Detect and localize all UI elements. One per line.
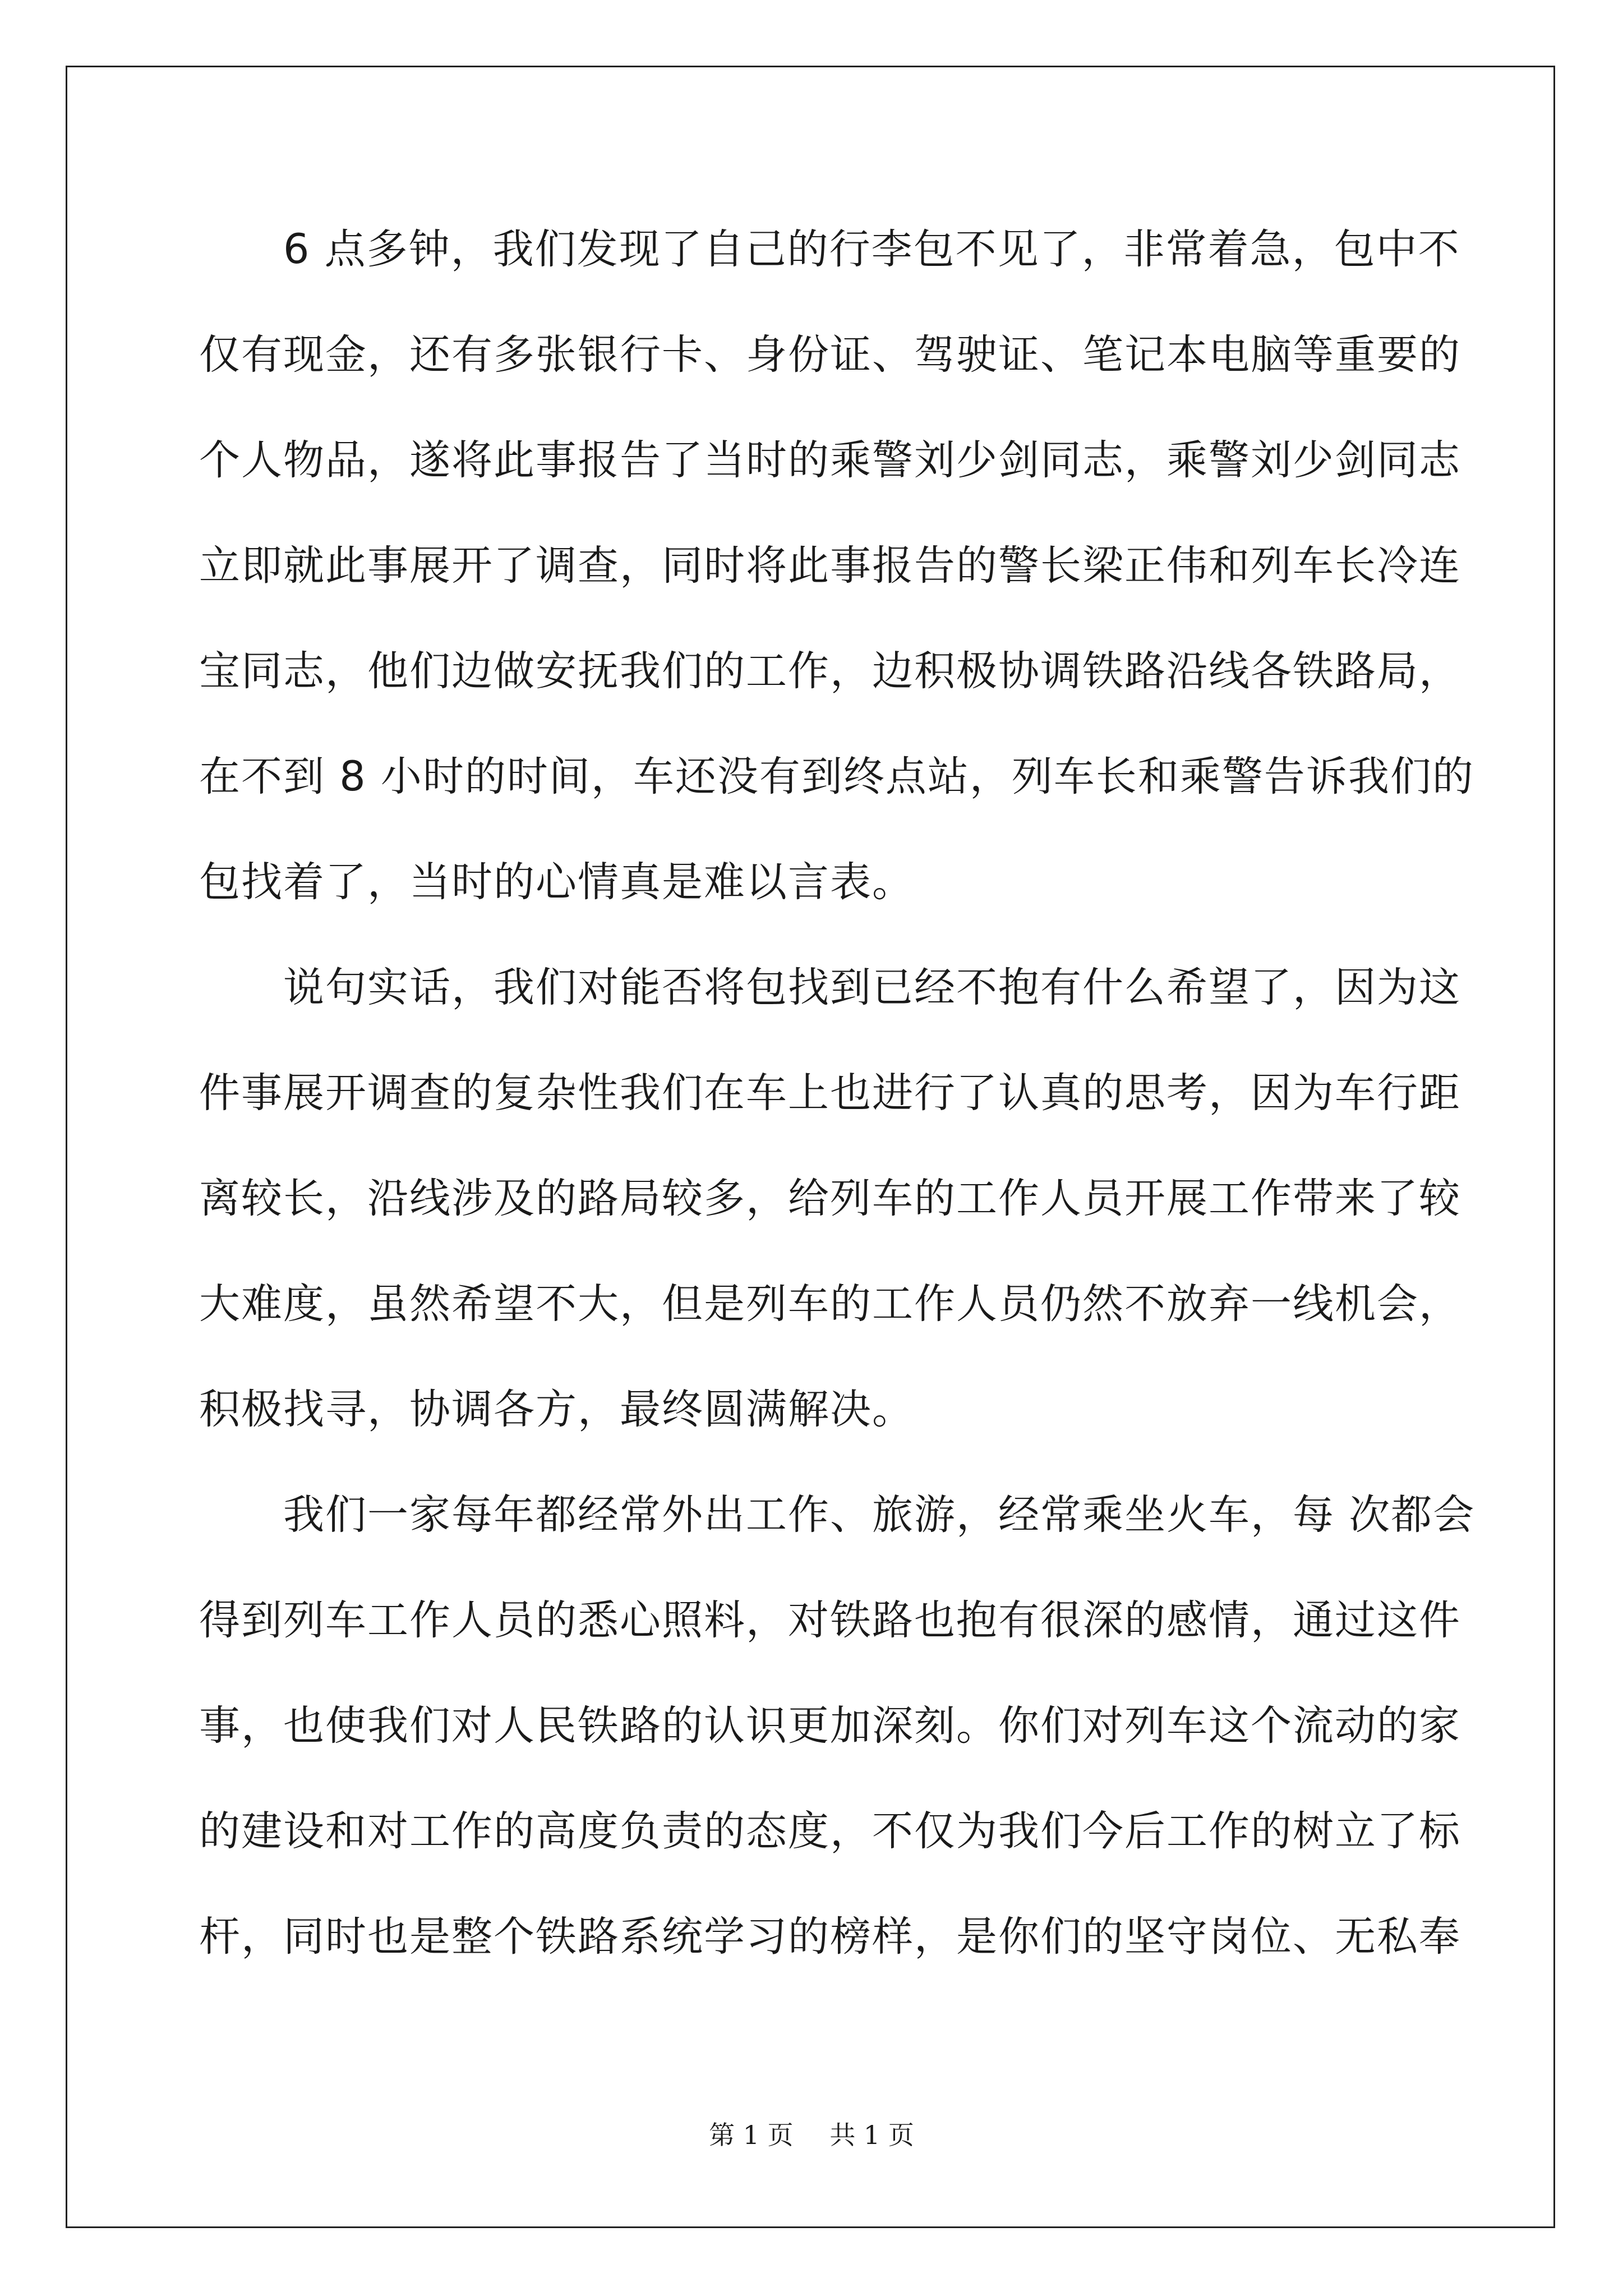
text-line: 大难度，虽然希望不大，但是列车的工作人员仍然不放弃一线机会， [199, 1280, 1461, 1328]
text-line: 个人物品，遂将此事报告了当时的乘警刘少剑同志，乘警刘少剑同志 [199, 436, 1461, 484]
text-line: 宝同志，他们边做安抚我们的工作，边积极协调铁路沿线各铁路局， [199, 647, 1461, 695]
document-body [199, 208, 1476, 2000]
text-line: 积极找寻，协调各方，最终圆满解决。 [199, 1386, 914, 1433]
text-line: 6 点多钟，我们发现了自己的行李包不见了，非常着急，包中不 [283, 226, 1460, 273]
text-line: 说句实话，我们对能否将包找到已经不抱有什么希望了，因为这 [283, 964, 1461, 1011]
text-line: 离较长，沿线涉及的路局较多，给列车的工作人员开展工作带来了较 [199, 1175, 1461, 1222]
page-footer [0, 2115, 1623, 2152]
text-line: 杆，同时也是整个铁路系统学习的榜样，是你们的坚守岗位、无私奉 [199, 1913, 1461, 1961]
text-line: 在不到 8 小时的时间，车还没有到终点站，列车长和乘警告诉我们的 [199, 753, 1474, 800]
text-line: 事，也使我们对人民铁路的认识更加深刻。你们对列车这个流动的家 [199, 1702, 1461, 1750]
text-line: 立即就此事展开了调查，同时将此事报告的警长梁正伟和列车长冷连 [199, 542, 1461, 590]
text-line: 我们一家每年都经常外出工作、旅游，经常乘坐火车，每 次都会 [283, 1491, 1476, 1539]
text-line: 仅有现金，还有多张银行卡、身份证、驾驶证、笔记本电脑等重要的 [199, 331, 1461, 379]
paragraph-3 [199, 1473, 1476, 2000]
page-total: 共 1 页 [829, 2120, 914, 2150]
paragraph-1 [199, 208, 1474, 946]
page-number: 第 1 页 [709, 2120, 794, 2150]
text-line: 得到列车工作人员的悉心照料，对铁路也抱有很深的感情，通过这件 [199, 1596, 1461, 1644]
text-line: 包找着了，当时的心情真是难以言表。 [199, 858, 914, 906]
paragraph-2 [199, 946, 1461, 1473]
text-line: 件事展开调查的复杂性我们在车上也进行了认真的思考，因为车行距 [199, 1069, 1461, 1117]
text-line: 的建设和对工作的高度负责的态度，不仅为我们今后工作的树立了标 [199, 1807, 1461, 1855]
